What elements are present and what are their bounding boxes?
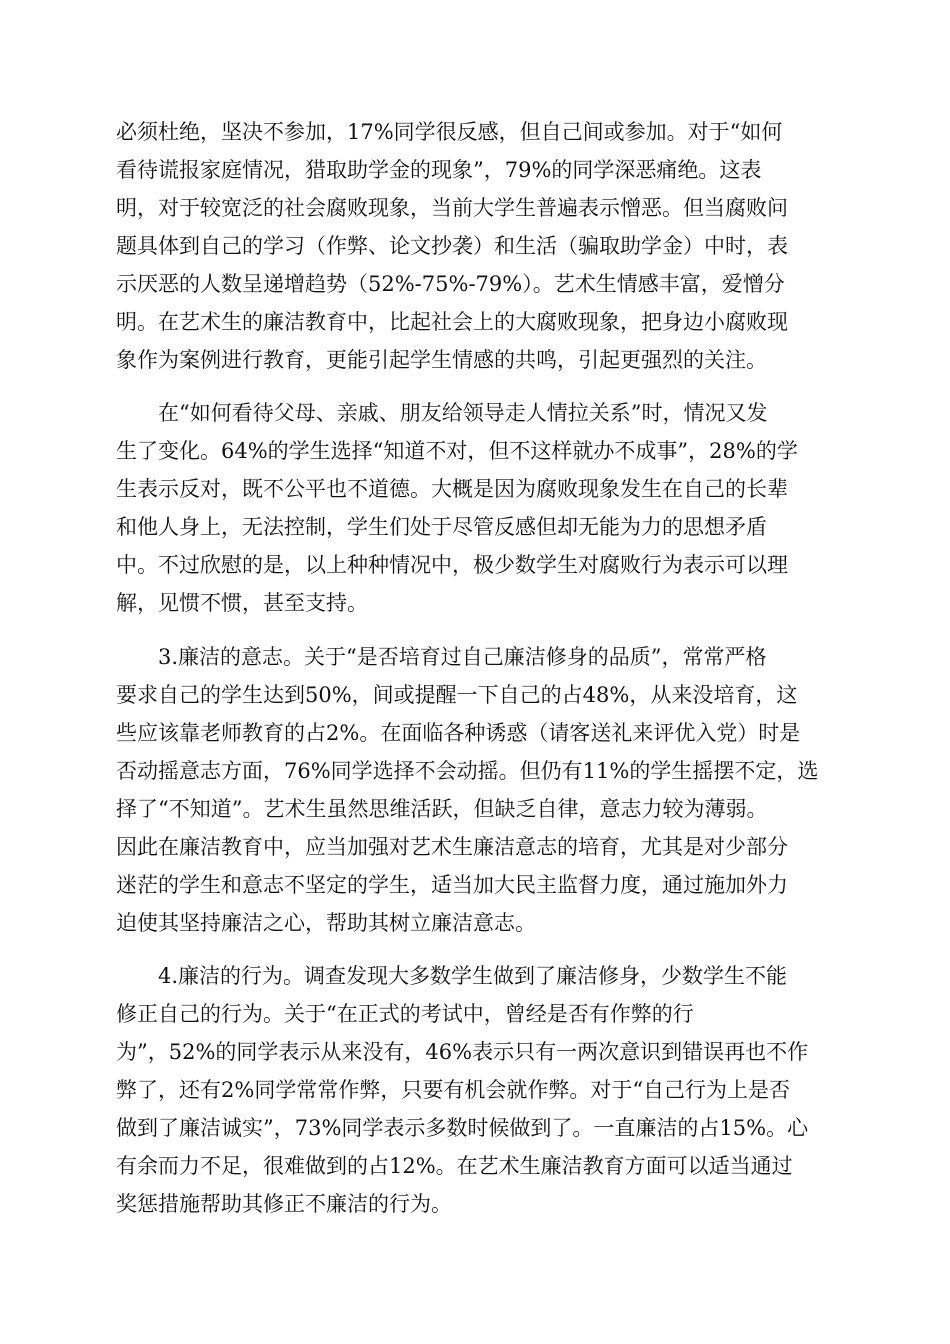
text-line: 生了变化。64%的学生选择“知道不对，但不这样就办不成事”，28%的学: [116, 439, 798, 463]
text-line: 弊了，还有2%同学常常作弊，只要有机会就作弊。对于“自己行为上是否: [116, 1078, 791, 1102]
text-line: 和他人身上，无法控制，学生们处于尽管反感但却无能为力的思想矛盾: [116, 515, 767, 539]
text-line: 明。在艺术生的廉洁教育中，比起社会上的大腐败现象，把身边小腐败现: [116, 310, 788, 334]
text-line: 有余而力不足，很难做到的占12%。在艺术生廉洁教育方面可以适当通过: [116, 1154, 793, 1178]
text-line: 4.廉洁的行为。调查发现大多数学生做到了廉洁修身，少数学生不能: [158, 964, 788, 988]
text-line: 生表示反对，既不公平也不道德。大概是因为腐败现象发生在自己的长辈: [116, 477, 788, 501]
text-line: 必须杜绝，坚决不参加，17%同学很反感，但自己间或参加。对于“如何: [116, 120, 783, 144]
text-line: 为”，52%的同学表示从来没有，46%表示只有一两次意识到错误再也不作: [116, 1040, 809, 1064]
text-line: 要求自己的学生达到50%，间或提醒一下自己的占48%，从来没培育，这: [116, 683, 798, 707]
text-line: 因此在廉洁教育中，应当加强对艺术生廉洁意志的培育，尤其是对少部分: [116, 835, 788, 859]
text-line: 些应该靠老师教育的占2%。在面临各种诱惑（请客送礼来评优入党）时是: [116, 721, 801, 745]
text-line: 看待谎报家庭情况，猎取助学金的现象”，79%的同学深恶痛绝。这表: [116, 158, 762, 182]
text-line: 在“如何看待父母、亲戚、朋友给领导走人情拉关系”时，情况又发: [158, 401, 768, 425]
text-line: 修正自己的行为。关于“在正式的考试中，曾经是否有作弊的行: [116, 1002, 694, 1026]
text-line: 中。不过欣慰的是，以上种种情况中，极少数学生对腐败行为表示可以理: [116, 553, 788, 577]
text-line: 示厌恶的人数呈递增趋势（52%-75%-79%）。艺术生情感丰富，爱憎分: [116, 272, 785, 296]
text-line: 象作为案例进行教育，更能引起学生情感的共鸣，引起更强烈的关注。: [116, 348, 767, 372]
text-line: 做到了廉洁诚实”，73%同学表示多数时候做到了。一直廉洁的占15%。心: [116, 1116, 809, 1140]
text-line: 否动摇意志方面，76%同学选择不会动摇。但仍有11%的学生摇摆不定，选: [116, 759, 819, 783]
text-line: 迷茫的学生和意志不坚定的学生，适当加大民主监督力度，通过施加外力: [116, 873, 788, 897]
text-line: 题具体到自己的学习（作弊、论文抄袭）和生活（骗取助学金）中时，表: [116, 234, 788, 258]
text-line: 明，对于较宽泛的社会腐败现象，当前大学生普遍表示憎恶。但当腐败问: [116, 196, 788, 220]
text-line: 3.廉洁的意志。关于“是否培育过自己廉洁修身的品质”，常常严格: [158, 645, 767, 669]
text-line: 奖惩措施帮助其修正不廉洁的行为。: [116, 1192, 452, 1216]
text-line: 迫使其坚持廉洁之心，帮助其树立廉洁意志。: [116, 911, 536, 935]
text-line: 择了“不知道”。艺术生虽然思维活跃，但缺乏自律，意志力较为薄弱。: [116, 797, 768, 821]
text-line: 解，见惯不惯，甚至支持。: [116, 591, 368, 615]
